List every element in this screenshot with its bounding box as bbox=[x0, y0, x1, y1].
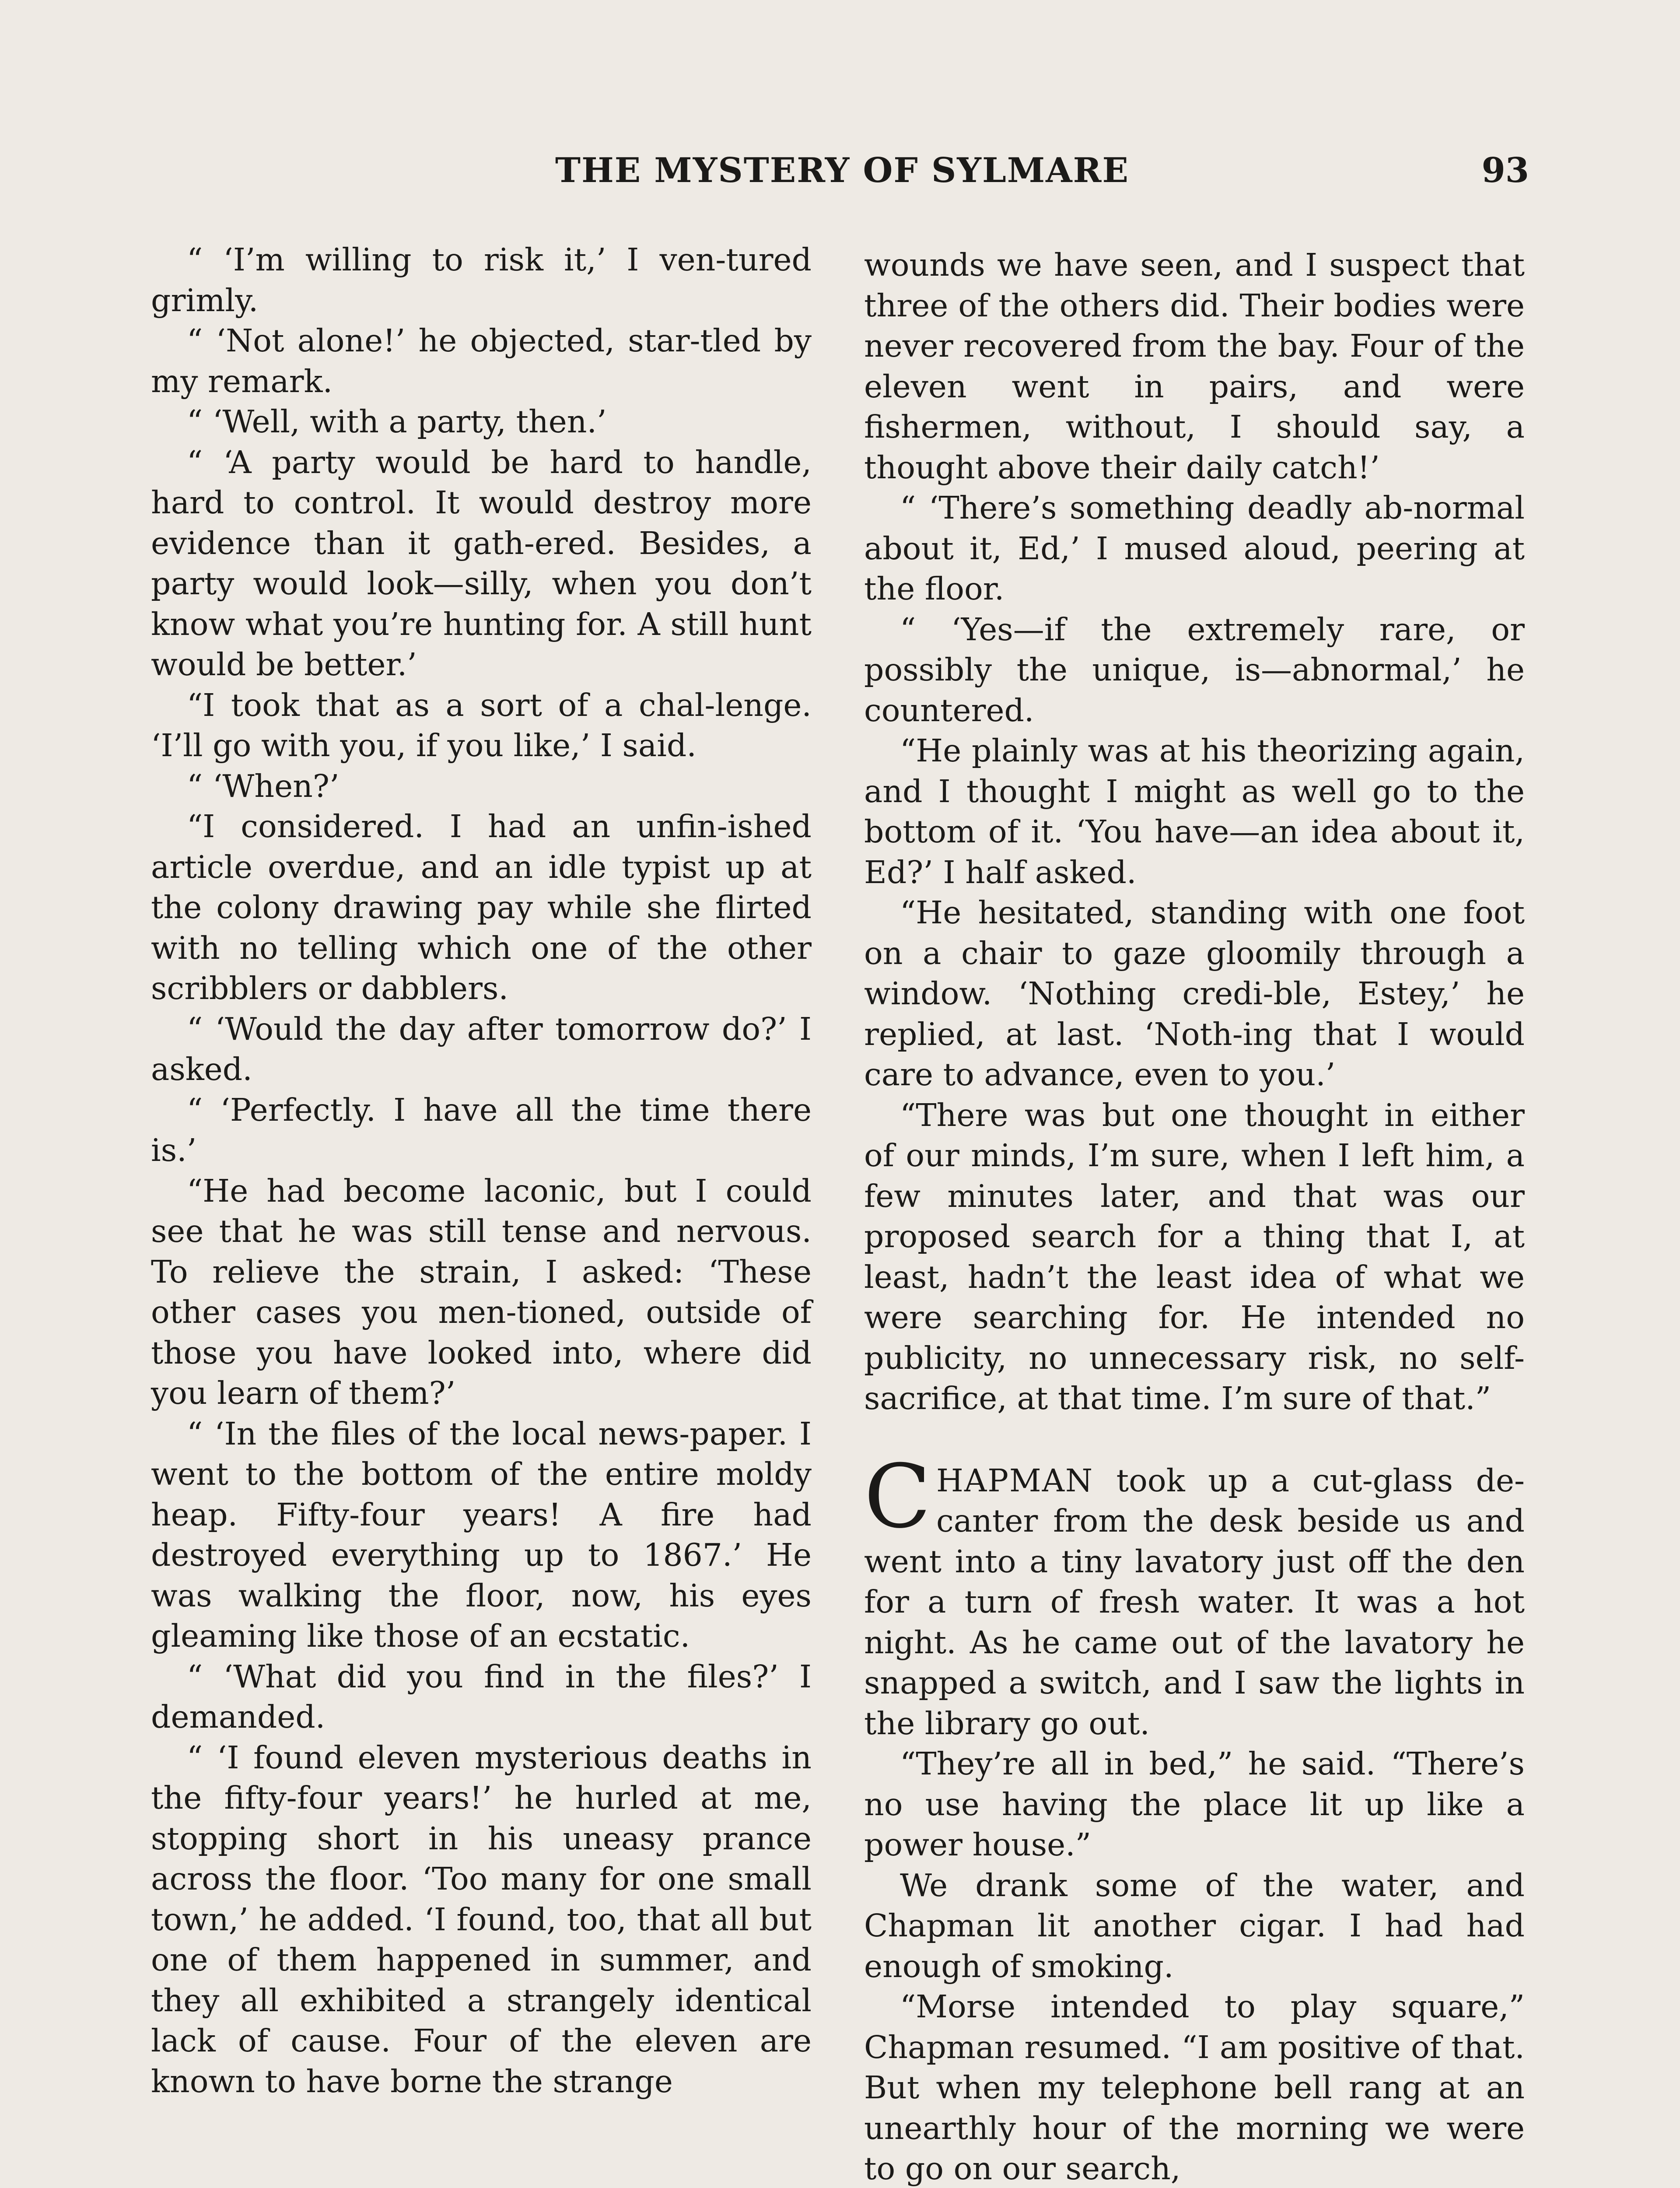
section-opening-paragraph bbox=[864, 1445, 1525, 1744]
paragraph: “ ‘Would the day after tomorrow do?’ I asked. bbox=[151, 1010, 812, 1087]
paragraph: “They’re all in bed,” he said. “There’s no use having the place lit up like a power house.” bbox=[864, 1746, 1525, 1863]
paragraph: “He had become laconic, but I could see that he was still tense and nervous. To relieve the strain, I asked: ‘These other cases you men-tioned, outside of those you have looked into, where did you learn of them?’ bbox=[151, 1172, 812, 1411]
paragraph: “ ‘Perfectly. I have all the time there is.’ bbox=[151, 1091, 812, 1168]
paragraph: “ ‘A party would be hard to handle, hard to control. It would destroy more evidence than it gath-ered. Besides, a party would look—silly, when you don’t know what you’re hunting for. A still hunt would be better.’ bbox=[151, 444, 812, 683]
small-caps-word: HAPMAN bbox=[936, 1462, 1094, 1499]
paragraph: wounds we have seen, and I suspect that three of the others did. Their bodies were never recovered from the bay. Four of the eleven went in pairs, and were fishermen, without, I should say, a thought above their daily catch!’ bbox=[864, 247, 1525, 486]
paragraph: “ ‘I found eleven mysterious deaths in the fifty-four years!’ he hurled at me, stopping short in his uneasy prance across the floor. ‘Too many for one small town,’ he added. ‘I found, too, that all but one of them happened in summer, and they all exhibited a strangely identical lack of cause. Four of the eleven are known to have borne the strange bbox=[151, 1739, 812, 2100]
left-column bbox=[151, 240, 812, 2102]
page-number: 93 bbox=[1481, 151, 1529, 190]
paragraph: “ ‘In the files of the local news-paper. I went to the bottom of the entire moldy heap. Fifty-four years! A fire had destroyed everything up to 1867.’ He was walking the floor, now, his eyes gleaming like those of an ecstatic. bbox=[151, 1415, 812, 1654]
running-title: THE MYSTERY OF SYLMARE bbox=[555, 151, 1129, 190]
paragraph: “ ‘I’m willing to risk it,’ I ven-tured grimly. bbox=[151, 242, 812, 319]
paragraph-text: took up a cut-glass de-canter from the desk beside us and went into a tiny lavatory just off the den for a turn of fresh water. It was a hot night. As he came out of the lavatory he snapped a switch, and I saw the lights in the library go out. bbox=[864, 1462, 1525, 1742]
paragraph: “ ‘What did you find in the files?’ I demanded. bbox=[151, 1658, 812, 1735]
paragraph: “There was but one thought in either of our minds, I’m sure, when I left him, a few minutes later, and that was our proposed search for a thing that I, at least, hadn’t the least idea of what we were searching for. He intended no publicity, no unnecessary risk, no self-sacrifice, at that time. I’m sure of that.” bbox=[864, 1097, 1525, 1417]
paragraph: “He hesitated, standing with one foot on a chair to gaze gloomily through a window. ‘Nothing credi-ble, Estey,’ he replied, at last. ‘Noth-ing that I would care to advance, even to you.’ bbox=[864, 894, 1525, 1093]
paragraph: “ ‘Yes—if the extremely rare, or possibly the unique, is—abnormal,’ he countered. bbox=[864, 611, 1525, 729]
paragraph: “I took that as a sort of a chal-lenge. ‘I’ll go with you, if you like,’ I said. bbox=[151, 687, 812, 764]
paragraph: “ ‘When?’ bbox=[187, 768, 340, 804]
paragraph: “ ‘There’s something deadly ab-normal about it, Ed,’ I mused aloud, peering at the floor. bbox=[864, 490, 1525, 607]
paragraph: “I considered. I had an unfin-ished article overdue, and an idle typist up at the colony drawing pay while she flirted with no telling which one of the other scribblers or dabblers. bbox=[151, 808, 812, 1006]
paragraph: “He plainly was at his theorizing again, and I thought I might as well go to the bottom of it. ‘You have—an idea about it, Ed?’ I half asked. bbox=[864, 733, 1525, 891]
paragraph: We drank some of the water, and Chapman lit another cigar. I had had enough of smoking. bbox=[864, 1867, 1525, 1985]
paragraph: “ ‘Not alone!’ he objected, star-tled by my remark. bbox=[151, 323, 812, 400]
right-column bbox=[864, 245, 1525, 2188]
paragraph: “ ‘Well, with a party, then.’ bbox=[187, 403, 607, 440]
drop-cap: C bbox=[864, 1445, 931, 1548]
running-head bbox=[155, 144, 1529, 197]
paragraph: “Morse intended to play square,” Chapman resumed. “I am positive of that. But when my telephone bell rang at an unearthly hour of the morning we were to go on our search, bbox=[864, 1988, 1525, 2187]
